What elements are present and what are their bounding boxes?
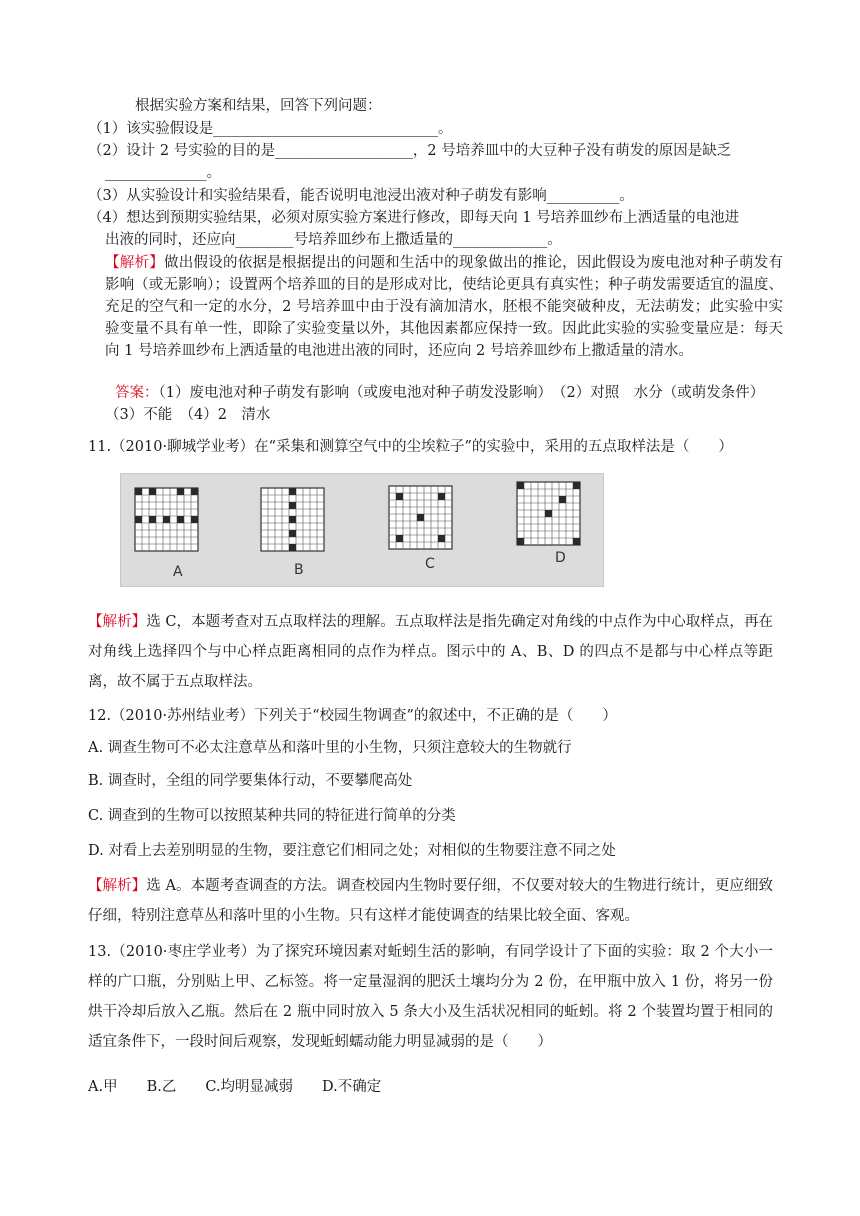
analysis-label: 【解析】 <box>88 878 147 894</box>
sample-point <box>289 544 296 551</box>
sample-point <box>177 488 184 495</box>
q10-part3: （3）从实验设计和实验结果看，能否说明电池浸出液对种子萌发有影响__________。 <box>88 188 634 204</box>
sample-point <box>177 516 184 523</box>
q13-stem: 13.（2010·枣庄学业考）为了探究环境因素对蚯蚓生活的影响，有同学设计了下面的实验：取 2 个大小一样的广口瓶，分别贴上甲、乙标签。将一定量湿润的肥沃土壤均分为 2 份，在甲瓶中放入 1 份，将另一份烘干冷却后放入乙瓶。然后在 2 瓶中同时放入 5 条大小及生活状况相同的蚯蚓。将 2 个装置均置于相同的适宜条件下，一段时间后观察，发现蚯蚓蠕动能力明显减弱的是（ ） <box>88 944 773 1050</box>
q11-stem: 11.（2010·聊城学业考）在“采集和测算空气中的尘埃粒子”的实验中，采用的五点取样法是（ ） <box>88 439 733 455</box>
answer-text: （1）废电池对种子萌发有影响（或废电池对种子萌发没影响） （2）对照 水分（或萌发条件） （3）不能 （4）2 清水 <box>105 385 772 423</box>
sample-point <box>438 493 445 500</box>
sample-point <box>517 538 524 545</box>
q10-intro: 根据实验方案和结果，回答下列问题： <box>135 98 382 114</box>
sample-point <box>559 496 566 503</box>
q10-analysis <box>105 252 783 362</box>
sample-point <box>289 530 296 537</box>
sample-point <box>573 482 580 489</box>
q12-option-b: B. 调查时，全组的同学要集体行动，不要攀爬高处 <box>88 773 413 789</box>
q12-option-a: A. 调查生物可不必太注意草丛和落叶里的小生物，只须注意较大的生物就行 <box>88 740 572 756</box>
grid-d <box>517 482 580 545</box>
q12-analysis <box>88 871 773 931</box>
sample-point <box>135 488 142 495</box>
sample-point <box>191 516 198 523</box>
sample-point <box>438 535 445 542</box>
q10-part4-cont: 出液的同时，还应向________号培养皿纱布上撒适量的_____________。 <box>105 232 562 248</box>
analysis-text: 选 A。本题考查调查的方法。调查校园内生物时要仔细，不仅要对较大的生物进行统计，更应细致仔细，特别注意草丛和落叶里的小生物。只有这样才能使调查的结果比较全面、客观。 <box>88 878 773 924</box>
analysis-text: 选 C，本题考查对五点取样法的理解。五点取样法是指先确定对角线的中点作为中心取样点，再在对角线上选择四个与中心样点距离相同的点作为样点。图示中的 A、B、D 的四点不是都与中心样点等距离，故不属于五点取样法。 <box>88 614 774 690</box>
q10-answer <box>105 382 780 426</box>
grid-label-c: C <box>425 556 435 572</box>
sample-point <box>517 482 524 489</box>
sample-point <box>396 535 403 542</box>
sample-point <box>573 538 580 545</box>
sample-point <box>396 493 403 500</box>
grid-b <box>261 488 324 551</box>
sample-point <box>149 488 156 495</box>
q12-option-d: D. 对看上去差别明显的生物，要注意它们相同之处；对相似的生物要注意不同之处 <box>88 843 616 859</box>
sample-point <box>417 514 424 521</box>
answer-label: 答案： <box>115 385 159 401</box>
q11-analysis <box>88 607 773 697</box>
analysis-label: 【解析】 <box>105 255 164 271</box>
grid-label-a: A <box>173 564 183 580</box>
sample-point <box>135 516 142 523</box>
q13-options: A.甲 B.乙 C.均明显减弱 D.不确定 <box>88 1079 382 1095</box>
sample-point <box>545 510 552 517</box>
q10-part2: （2）设计 2 号实验的目的是___________________，2 号培养皿中的大豆种子没有萌发的原因是缺乏 <box>88 143 732 159</box>
sample-point <box>289 516 296 523</box>
sample-point <box>191 488 198 495</box>
grid-label-d: D <box>555 550 566 566</box>
q10-part4: （4）想达到预期实验结果，必须对原实验方案进行修改，即每天向 1 号培养皿纱布上洒适量的电池进 <box>88 210 740 226</box>
sampling-grid-figure <box>120 473 604 587</box>
sampling-grids-svg <box>121 474 603 586</box>
grid-a <box>135 488 198 551</box>
q12-stem: 12.（2010·苏州结业考）下列关于“校园生物调查”的叙述中，不正确的是（ ） <box>88 708 617 724</box>
sample-point <box>289 488 296 495</box>
q10-part1: （1）该实验假设是_______________________________。 <box>88 121 453 137</box>
grid-label-b: B <box>294 562 304 578</box>
analysis-text: 做出假设的依据是根据提出的问题和生活中的现象做出的推论，因此假设为废电池对种子萌发有影响（或无影响）；设置两个培养皿的目的是形成对比，使结论更具有真实性；种子萌发需要适宜的温度、充足的空气和一定的水分，2 号培养皿中由于没有滴加清水，胚根不能突破种皮，无法萌发；此实验中实验变量不具有单一性，即除了实验变量以外，其他因素都应保持一致。因此此实验的实验变量应是：每天向 1 号培养皿纱布上洒适量的电池进出液的同时，还应向 2 号培养皿纱布上撒适量的清水。 <box>105 255 784 359</box>
grid-c <box>389 486 452 549</box>
sample-point <box>149 516 156 523</box>
q12-option-c: C. 调查到的生物可以按照某种共同的特征进行简单的分类 <box>88 808 456 824</box>
analysis-label: 【解析】 <box>88 614 147 630</box>
q10-part2-cont: ______________。 <box>105 165 221 181</box>
sample-point <box>289 502 296 509</box>
sample-point <box>163 516 170 523</box>
